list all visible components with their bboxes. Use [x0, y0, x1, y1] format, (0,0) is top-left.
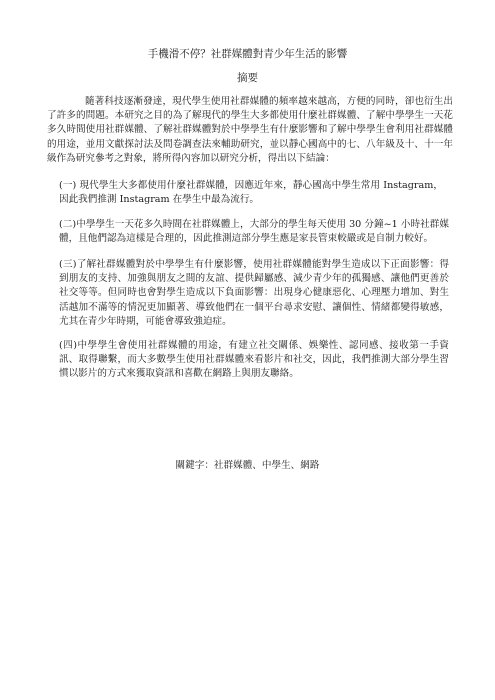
abstract-intro-paragraph: 隨著科技逐漸發達，現代學生使用社群媒體的頻率越來越高，方便的同時，卻也衍生出了許多的問題。本研究之目的為了解現代的學生大多都使用什麼社群媒體、了解中學學生一天花多久時間使用社群媒體、了解社群媒體對於中學學生有什麼影響和了解中學學生會利用社群媒體的用途，並用文獻探討法及問卷調查法來輔助研究，並以靜心國高中的七、八年級及十、十一年級作為研究參考之對象，將所得內容加以研究分析，得出以下結論：	[47, 96, 453, 164]
finding-paragraph-4: (四)中學學生會使用社群媒體的用途，有建立社交關係、娛樂性、認同感、接收第一手資訊、取得聯繫，而大多數學生使用社群媒體來看影片和社交，因此，我們推測大部分學生習慣以影片的方式來獲取資訊和喜歡在網路上與朋友聯絡。	[59, 340, 449, 380]
document-title: 手機滑不停？社群媒體對青少年生活的影響	[147, 48, 348, 60]
abstract-heading: 摘要	[237, 72, 258, 84]
keywords-line: 關鍵字：社群媒體、中學生、網路	[175, 460, 320, 471]
finding-paragraph-2: (二)中學學生一天花多久時間在社群媒體上，大部分的學生每天使用 30 分鐘~1 小時社群媒體，且他們認為這樣是合理的，因此推測這部分學生應是家長管束較嚴或是自制力較好。	[59, 219, 449, 245]
finding-paragraph-3: (三)了解社群媒體對於中學學生有什麼影響，使用社群媒體能對學生造成以下正面影響：得到朋友的支持、加強與朋友之間的友誼、提供歸屬感、減少青少年的孤獨感、讓他們更善於社交等等。但同時也會對學生造成以下負面影響：出現身心健康惡化、心理壓力增加、對生活越加不滿等的情況更加顯著、導致他們在一個平台尋求安慰、讓個性、情緒都變得敏感，尤其在青少年時期，可能會導致強迫症。	[59, 259, 449, 327]
finding-paragraph-1: (一) 現代學生大多都使用什麼社群媒體，因應近年來，靜心國高中學生常用 Instagram，因此我們推測 Instagram 在學生中最為流行。	[59, 180, 443, 206]
